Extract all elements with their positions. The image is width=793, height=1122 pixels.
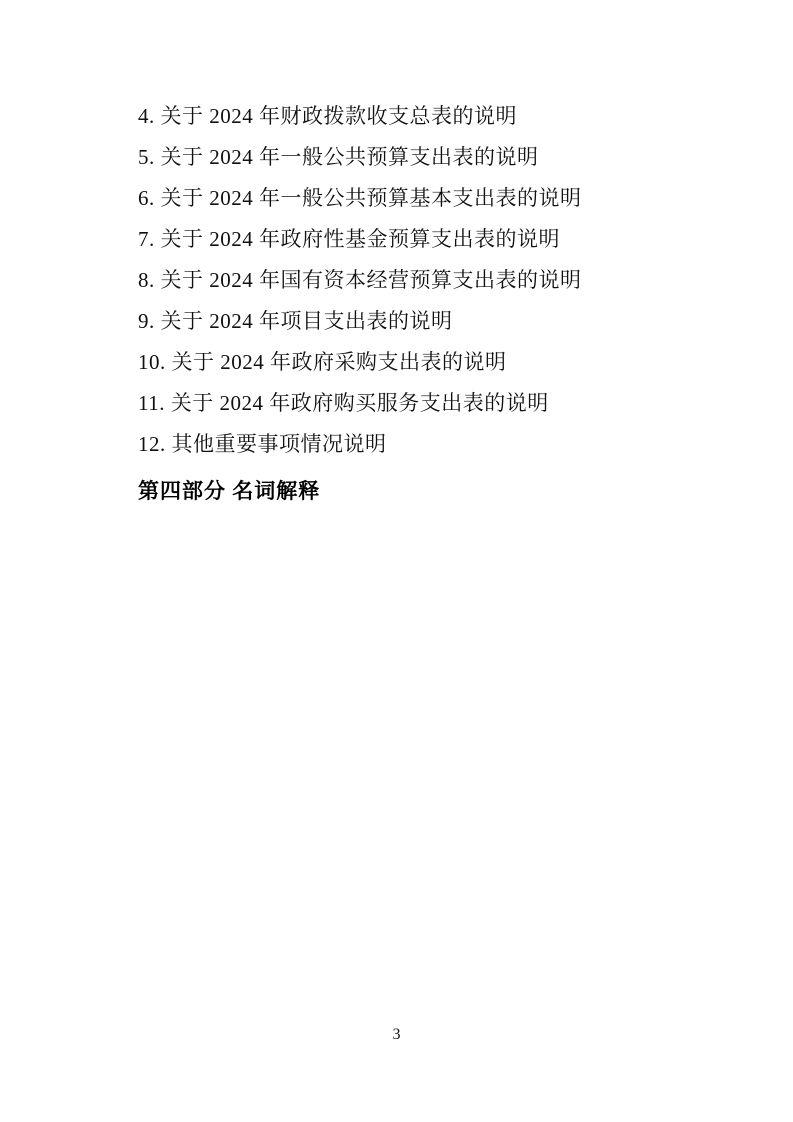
table-of-contents bbox=[138, 96, 658, 512]
list-item: 8. 关于 2024 年国有资本经营预算支出表的说明 bbox=[138, 268, 582, 292]
list-item: 10. 关于 2024 年政府采购支出表的说明 bbox=[138, 350, 507, 374]
list-item: 12. 其他重要事项情况说明 bbox=[138, 432, 387, 456]
list-item: 9. 关于 2024 年项目支出表的说明 bbox=[138, 309, 453, 333]
list-item: 6. 关于 2024 年一般公共预算基本支出表的说明 bbox=[138, 186, 582, 210]
page-number: 3 bbox=[392, 1026, 401, 1043]
list-item: 7. 关于 2024 年政府性基金预算支出表的说明 bbox=[138, 227, 560, 251]
list-item: 11. 关于 2024 年政府购买服务支出表的说明 bbox=[138, 391, 549, 415]
list-item: 5. 关于 2024 年一般公共预算支出表的说明 bbox=[138, 145, 539, 169]
section-heading: 第四部分 名词解释 bbox=[138, 479, 321, 503]
list-item: 4. 关于 2024 年财政拨款收支总表的说明 bbox=[138, 104, 517, 128]
